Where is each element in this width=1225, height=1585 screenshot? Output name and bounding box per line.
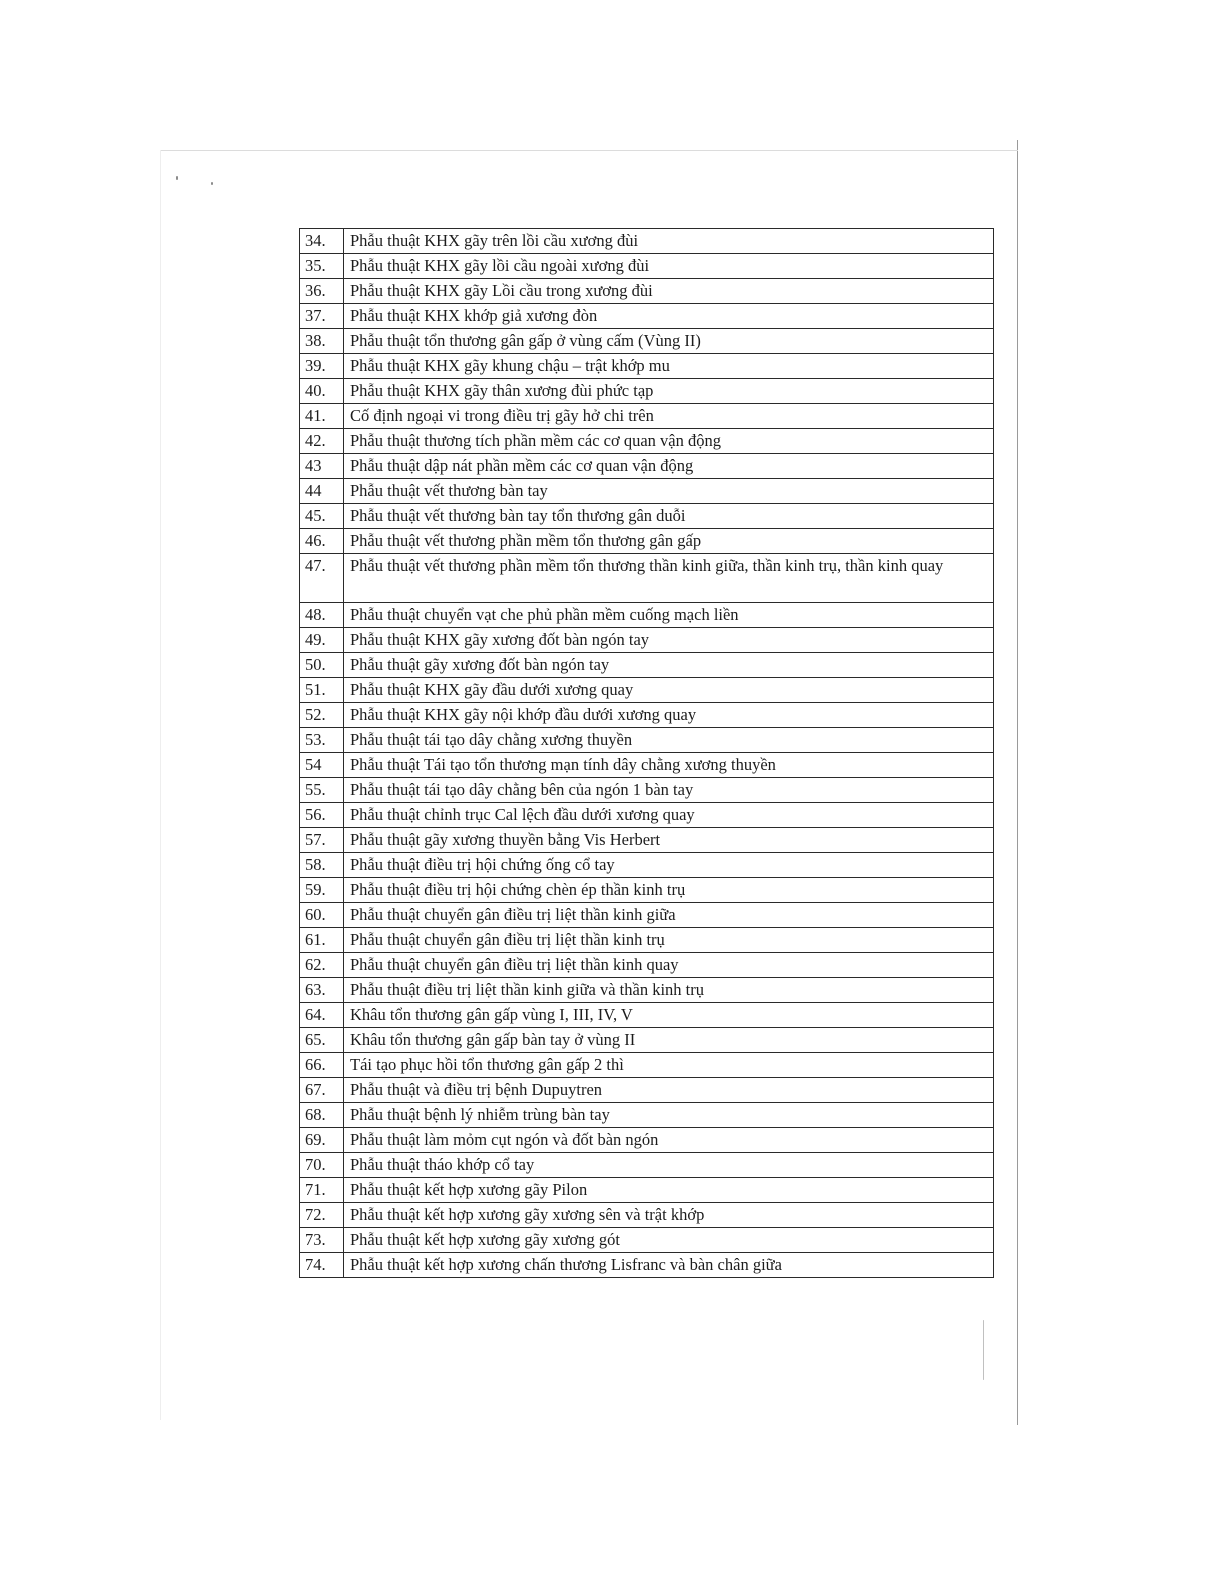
- procedure-name: Phẫu thuật kết hợp xương chấn thương Lisfranc và bàn chân giữa: [344, 1253, 994, 1278]
- row-number: 43: [300, 454, 344, 479]
- row-number: 51.: [300, 678, 344, 703]
- procedure-name: Phẫu thuật kết hợp xương gãy Pilon: [344, 1178, 994, 1203]
- table-row: [300, 853, 994, 878]
- procedure-name: Phẫu thuật KHX gãy xương đốt bàn ngón tay: [344, 628, 994, 653]
- procedure-name: Phẫu thuật KHX gãy khung chậu – trật khớp mu: [344, 354, 994, 379]
- row-number: 68.: [300, 1103, 344, 1128]
- procedure-name: Phẫu thuật Tái tạo tổn thương mạn tính dây chằng xương thuyền: [344, 753, 994, 778]
- procedure-name: Tái tạo phục hồi tổn thương gân gấp 2 thì: [344, 1053, 994, 1078]
- table-row: [300, 279, 994, 304]
- row-number: 67.: [300, 1078, 344, 1103]
- table-row: [300, 404, 994, 429]
- procedure-name: Phẫu thuật tháo khớp cổ tay: [344, 1153, 994, 1178]
- procedure-name: Phẫu thuật điều trị hội chứng ống cổ tay: [344, 853, 994, 878]
- procedure-name: Phẫu thuật KHX gãy đầu dưới xương quay: [344, 678, 994, 703]
- table-row: [300, 554, 994, 603]
- procedure-name: Phẫu thuật điều trị hội chứng chèn ép thần kinh trụ: [344, 878, 994, 903]
- table-row: [300, 903, 994, 928]
- row-number: 69.: [300, 1128, 344, 1153]
- scan-speck: [983, 1320, 984, 1380]
- procedure-name: Phẫu thuật kết hợp xương gãy xương sên và trật khớp: [344, 1203, 994, 1228]
- table-row: [300, 803, 994, 828]
- table-row: [300, 928, 994, 953]
- table-row: [300, 1078, 994, 1103]
- table-row: [300, 703, 994, 728]
- row-number: 45.: [300, 504, 344, 529]
- row-number: 73.: [300, 1228, 344, 1253]
- row-number: 37.: [300, 304, 344, 329]
- row-number: 60.: [300, 903, 344, 928]
- table-row: [300, 229, 994, 254]
- row-number: 61.: [300, 928, 344, 953]
- table-row: [300, 628, 994, 653]
- procedure-name: Phẫu thuật vết thương bàn tay tổn thương gân duỗi: [344, 504, 994, 529]
- scan-page-edge-right: [1017, 140, 1018, 1425]
- table-row: [300, 1228, 994, 1253]
- row-number: 65.: [300, 1028, 344, 1053]
- table-row: [300, 778, 994, 803]
- row-number: 55.: [300, 778, 344, 803]
- row-number: 44: [300, 479, 344, 504]
- table-row: [300, 1103, 994, 1128]
- table-row: [300, 653, 994, 678]
- procedure-name: Phẫu thuật KHX gãy lồi cầu ngoài xương đùi: [344, 254, 994, 279]
- table-row: [300, 1203, 994, 1228]
- row-number: 47.: [300, 554, 344, 603]
- procedure-name: Phẫu thuật tái tạo dây chằng bên của ngón 1 bàn tay: [344, 778, 994, 803]
- row-number: 71.: [300, 1178, 344, 1203]
- table-row: [300, 1128, 994, 1153]
- procedure-name: Phẫu thuật KHX gãy thân xương đùi phức tạp: [344, 379, 994, 404]
- procedure-name: Phẫu thuật làm mỏm cụt ngón và đốt bàn ngón: [344, 1128, 994, 1153]
- table-row: [300, 828, 994, 853]
- table-row: [300, 504, 994, 529]
- procedure-name: Phẫu thuật chuyển gân điều trị liệt thần kinh quay: [344, 953, 994, 978]
- table-row: [300, 329, 994, 354]
- procedure-name: Phẫu thuật vết thương phần mềm tổn thương gân gấp: [344, 529, 994, 554]
- row-number: 58.: [300, 853, 344, 878]
- procedure-name: Phẫu thuật chuyển gân điều trị liệt thần kinh giữa: [344, 903, 994, 928]
- procedure-name: Phẫu thuật tổn thương gân gấp ở vùng cấm (Vùng II): [344, 329, 994, 354]
- table-row: [300, 254, 994, 279]
- procedure-name: Phẫu thuật tái tạo dây chằng xương thuyền: [344, 728, 994, 753]
- row-number: 74.: [300, 1253, 344, 1278]
- row-number: 56.: [300, 803, 344, 828]
- procedure-name: Phẫu thuật gãy xương đốt bàn ngón tay: [344, 653, 994, 678]
- table-row: [300, 454, 994, 479]
- row-number: 70.: [300, 1153, 344, 1178]
- row-number: 62.: [300, 953, 344, 978]
- table-row: [300, 304, 994, 329]
- row-number: 72.: [300, 1203, 344, 1228]
- table-row: [300, 429, 994, 454]
- row-number: 48.: [300, 603, 344, 628]
- row-number: 66.: [300, 1053, 344, 1078]
- table-row: [300, 953, 994, 978]
- table-row: [300, 603, 994, 628]
- row-number: 46.: [300, 529, 344, 554]
- row-number: 52.: [300, 703, 344, 728]
- procedure-table-body: [300, 229, 994, 1278]
- table-row: [300, 354, 994, 379]
- row-number: 38.: [300, 329, 344, 354]
- procedure-name: Khâu tổn thương gân gấp bàn tay ở vùng II: [344, 1028, 994, 1053]
- row-number: 36.: [300, 279, 344, 304]
- table-row: [300, 1053, 994, 1078]
- procedure-name: Phẫu thuật KHX khớp giả xương đòn: [344, 304, 994, 329]
- table-row: [300, 878, 994, 903]
- scan-speck: [176, 176, 178, 180]
- scan-page-edge-top: [160, 150, 1018, 151]
- procedure-name: Cố định ngoại vi trong điều trị gãy hở chi trên: [344, 404, 994, 429]
- row-number: 35.: [300, 254, 344, 279]
- table-row: [300, 1178, 994, 1203]
- row-number: 54: [300, 753, 344, 778]
- row-number: 50.: [300, 653, 344, 678]
- scan-page-edge-left: [160, 150, 161, 1420]
- procedure-table: [299, 228, 994, 1278]
- row-number: 41.: [300, 404, 344, 429]
- procedure-name: Phẫu thuật KHX gãy trên lồi cầu xương đùi: [344, 229, 994, 254]
- row-number: 49.: [300, 628, 344, 653]
- procedure-name: Phẫu thuật KHX gãy Lồi cầu trong xương đùi: [344, 279, 994, 304]
- procedure-name: Khâu tổn thương gân gấp vùng I, III, IV, V: [344, 1003, 994, 1028]
- procedure-name: Phẫu thuật thương tích phần mềm các cơ quan vận động: [344, 429, 994, 454]
- table-row: [300, 479, 994, 504]
- table-row: [300, 978, 994, 1003]
- table-row: [300, 753, 994, 778]
- procedure-name: Phẫu thuật vết thương phần mềm tổn thương thần kinh giữa, thần kinh trụ, thần kinh quay: [344, 554, 994, 603]
- row-number: 64.: [300, 1003, 344, 1028]
- procedure-name: Phẫu thuật kết hợp xương gãy xương gót: [344, 1228, 994, 1253]
- procedure-name: Phẫu thuật chỉnh trục Cal lệch đầu dưới xương quay: [344, 803, 994, 828]
- table-row: [300, 728, 994, 753]
- scan-speck: [211, 182, 213, 185]
- table-row: [300, 1253, 994, 1278]
- procedure-name: Phẫu thuật bệnh lý nhiễm trùng bàn tay: [344, 1103, 994, 1128]
- procedure-name: Phẫu thuật KHX gãy nội khớp đầu dưới xương quay: [344, 703, 994, 728]
- table-row: [300, 1028, 994, 1053]
- row-number: 40.: [300, 379, 344, 404]
- table-row: [300, 1003, 994, 1028]
- procedure-name: Phẫu thuật chuyển gân điều trị liệt thần kinh trụ: [344, 928, 994, 953]
- table-row: [300, 379, 994, 404]
- procedure-name: Phẫu thuật và điều trị bệnh Dupuytren: [344, 1078, 994, 1103]
- row-number: 34.: [300, 229, 344, 254]
- table-row: [300, 529, 994, 554]
- table-row: [300, 1153, 994, 1178]
- row-number: 42.: [300, 429, 344, 454]
- row-number: 63.: [300, 978, 344, 1003]
- table-row: [300, 678, 994, 703]
- procedure-name: Phẫu thuật gãy xương thuyền bằng Vis Herbert: [344, 828, 994, 853]
- row-number: 57.: [300, 828, 344, 853]
- row-number: 53.: [300, 728, 344, 753]
- procedure-name: Phẫu thuật chuyển vạt che phủ phần mềm cuống mạch liền: [344, 603, 994, 628]
- procedure-name: Phẫu thuật vết thương bàn tay: [344, 479, 994, 504]
- row-number: 39.: [300, 354, 344, 379]
- procedure-name: Phẫu thuật điều trị liệt thần kinh giữa và thần kinh trụ: [344, 978, 994, 1003]
- row-number: 59.: [300, 878, 344, 903]
- procedure-name: Phẫu thuật dập nát phần mềm các cơ quan vận động: [344, 454, 994, 479]
